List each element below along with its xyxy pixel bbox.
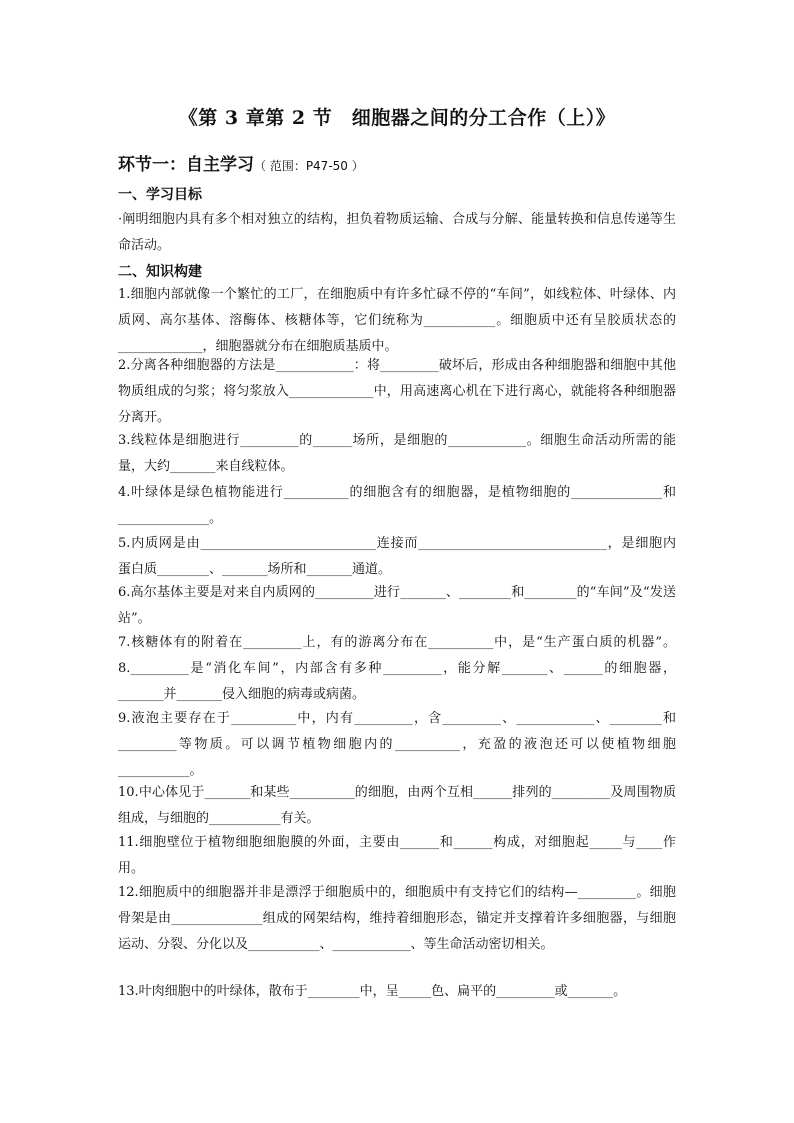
question-9: 9.液泡主要存在于__________中，内有_________，含_________、____________、________和_________等物质。可以调节植物细胞内的__________，充盈的液泡还可以使植物细胞___________。 [118, 711, 676, 778]
question-3: 3.线粒体是细胞进行_________的______场所，是细胞的____________。细胞生命活动所需的能量，大约_______来自线粒体。 [118, 433, 676, 474]
heading-knowledge: 二、知识构建 [118, 264, 202, 280]
heading-objectives: 一、学习目标 [118, 187, 202, 203]
question-2: 2.分离各种细胞器的方法是____________：将_________破坏后，形成由各种细胞器和细胞中其他物质组成的匀浆；将匀浆放入_____________中，用高速离心机在下进行离心，就能将各种细胞器分离开。 [118, 358, 676, 425]
objective-text: ·阐明细胞内具有多个相对独立的结构，担负着物质运输、合成与分解、能量转换和信息传递等生命活动。 [118, 212, 676, 253]
question-13: 13.叶肉细胞中的叶绿体，散布于________中，呈_____色、扁平的_________或_______。 [118, 984, 627, 999]
page-title: 《第 3 章第 2 节 细胞器之间的分工合作（上）》 [178, 107, 616, 129]
question-12: 12.细胞质中的细胞器并非是漂浮于细胞质中的，细胞质中有支持它们的结构—_________。细胞骨架是由______________组成的网架结构，维持着细胞形态，锚定并支撑着许多细胞器，与细胞运动、分裂、分化以及___________、____________、等生命活动密切相关。 [118, 885, 676, 952]
section-heading [118, 150, 364, 175]
section-label: 环节一：自主学习 [118, 155, 254, 175]
question-6: 6.高尔基体主要是对来自内质网的_________进行_______、________和________的“车间”及“发送站”。 [118, 585, 676, 626]
question-10: 10.中心体见于_______和某些__________的细胞，由两个互相______排列的_________及周围物质组成，与细胞的___________有关。 [118, 785, 676, 826]
section-range: （ 范围：P47-50 ） [254, 159, 364, 173]
question-11: 11.细胞壁位于植物细胞细胞膜的外面，主要由______和______构成，对细胞起_____与____作用。 [118, 835, 676, 876]
question-5: 5.内质网是由___________________________连接而_____________________________，是细胞内蛋白质________、_______场所和_______通道。 [118, 536, 676, 577]
question-1: 1.细胞内部就像一个繁忙的工厂，在细胞质中有许多忙碌不停的“车间”，如线粒体、叶绿体、内质网、高尔基体、溶酶体、核糖体等，它们统称为___________。细胞质中还有呈胶质状态的_____________，细胞器就分布在细胞质基质中。 [118, 287, 676, 354]
question-4: 4.叶绿体是绿色植物能进行__________的细胞含有的细胞器，是植物细胞的______________和______________。 [118, 485, 676, 526]
question-7-8: 7.核糖体有的附着在_________上，有的游离分布在__________中，是“生产蛋白质的机器”。8._________是“消化车间”，内部含有多种_________，能分解_______、______的细胞器，_______并_______侵入细胞的病毒或病菌。 [118, 635, 676, 702]
